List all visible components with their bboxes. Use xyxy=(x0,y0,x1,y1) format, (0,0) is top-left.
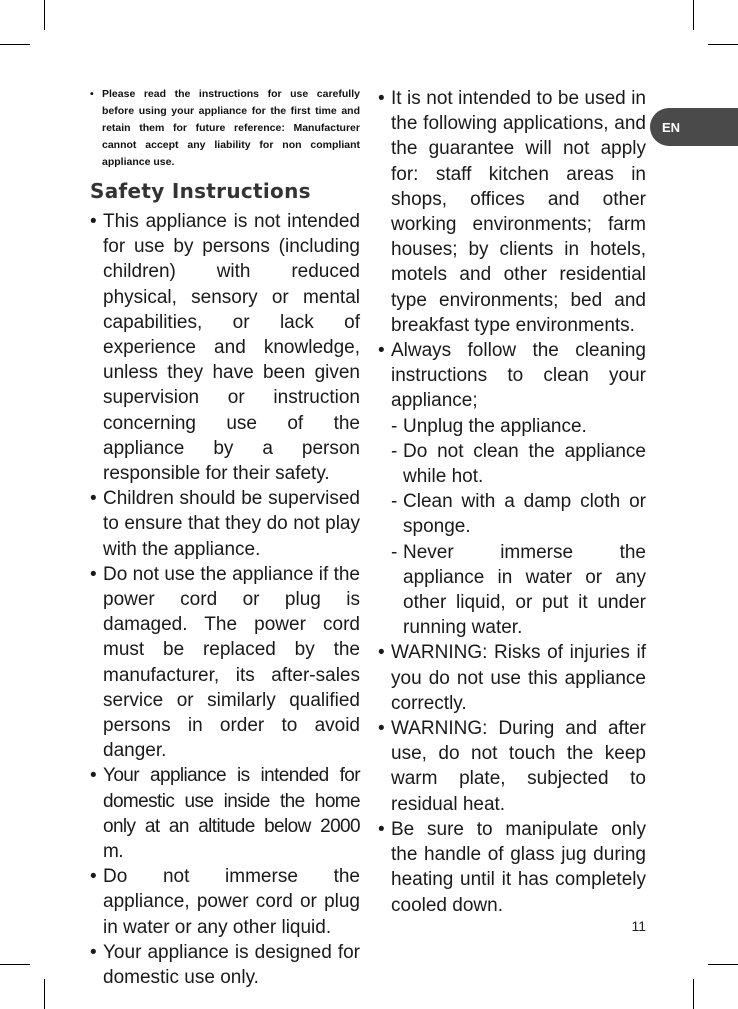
crop-mark xyxy=(708,44,738,45)
safety-list-left xyxy=(90,209,360,990)
crop-mark xyxy=(44,0,45,30)
safety-item: • Your appliance is designed for domestic use only. xyxy=(90,940,360,990)
safety-list-right xyxy=(378,86,646,918)
safety-item: • Children should be supervised to ensure that they do not play with the appliance. xyxy=(90,486,360,562)
crop-mark xyxy=(44,979,45,1009)
section-title: Safety Instructions xyxy=(90,179,311,203)
safety-item: • WARNING: Risks of injuries if you do not use this appliance correctly. xyxy=(378,640,646,716)
intro-text: • Please read the instructions for use carefully before using your appliance for the first time and retain them for future reference: Manufacturer cannot accept any liability for non compliant appliance use. xyxy=(90,86,360,171)
cleaning-step: - Do not clean the appliance while hot. xyxy=(391,439,646,489)
safety-item: • Do not immerse the appliance, power cord or plug in water or any other liquid. xyxy=(90,864,360,940)
page-number: 11 xyxy=(631,918,646,934)
cleaning-lead: • Always follow the cleaning instructions to clean your appliance; xyxy=(391,340,646,412)
safety-item: • It is not intended to be used in the following applications, and the guarantee will not apply for: staff kitchen areas in shops, offices and other working environments; farm houses; by clients in hotels, motels and other residential type environments; bed and breakfast type environments. xyxy=(378,86,646,338)
cleaning-step: - Clean with a damp cloth or sponge. xyxy=(391,489,646,539)
right-column xyxy=(378,86,646,918)
safety-item: • Be sure to manipulate only the handle of glass jug during heating until it has completely cooled down. xyxy=(378,817,646,918)
cleaning-step: - Unplug the appliance. xyxy=(391,414,646,439)
crop-mark xyxy=(0,964,30,965)
left-column xyxy=(90,86,360,990)
safety-item: • This appliance is not intended for use by persons (including children) with reduced physical, sensory or mental capabilities, or lack of experience and knowledge, unless they have been given supervision or instruction concerning use of the appliance by a person responsible for their safety. xyxy=(90,209,360,486)
language-tab: EN xyxy=(650,108,738,146)
crop-mark xyxy=(708,964,738,965)
crop-mark xyxy=(693,979,694,1009)
safety-item: • Do not use the appliance if the power cord or plug is damaged. The power cord must be replaced by the manufacturer, its after-sales service or similarly qualified persons in order to avoid danger. xyxy=(90,562,360,764)
safety-item xyxy=(378,338,646,640)
cleaning-steps xyxy=(391,414,646,641)
cleaning-step: - Never immerse the appliance in water or any other liquid, or put it under running water. xyxy=(391,540,646,641)
safety-item: • Your appliance is intended for domestic use inside the home only at an altitude below 2000 m. xyxy=(90,763,360,864)
safety-item: • WARNING: During and after use, do not touch the keep warm plate, subjected to residual heat. xyxy=(378,716,646,817)
intro-note xyxy=(90,86,360,171)
crop-mark xyxy=(0,44,30,45)
crop-mark xyxy=(693,0,694,30)
